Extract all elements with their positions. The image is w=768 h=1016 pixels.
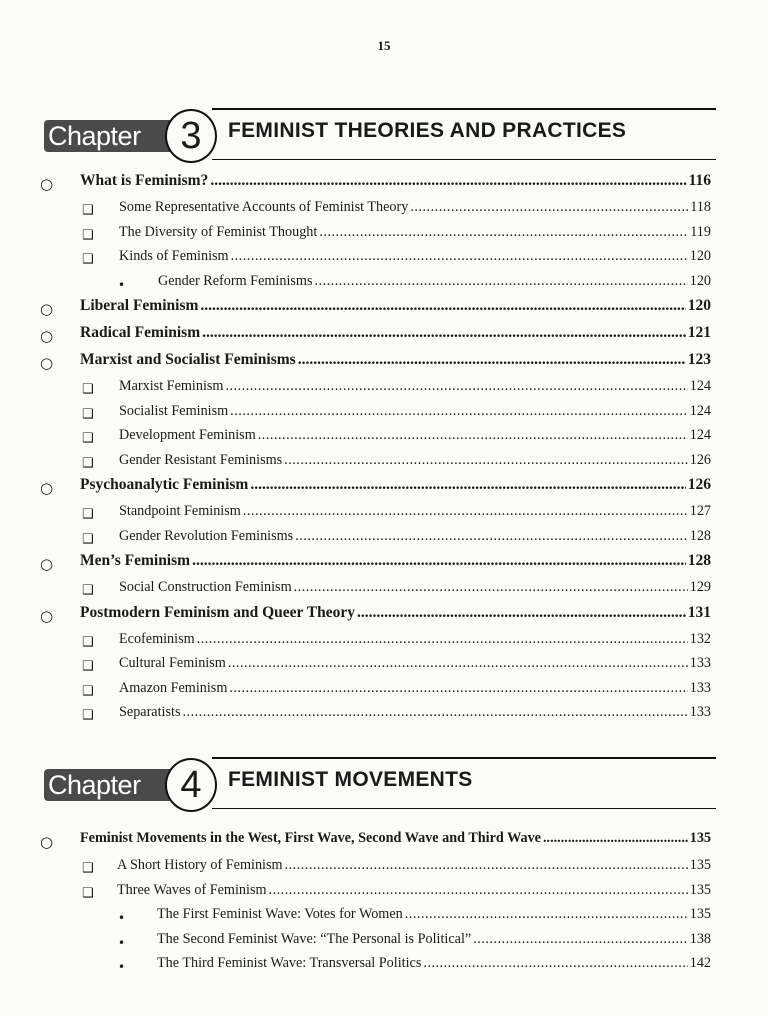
toc-entry-title: Amazon Feminism <box>119 679 228 696</box>
toc-entry-title: Three Waves of Feminism <box>117 881 267 898</box>
square-bullet-icon: ❑ <box>82 659 94 674</box>
square-bullet-icon: ❑ <box>82 252 94 267</box>
dot-leader <box>405 906 688 923</box>
toc-entry-page: 128 <box>689 527 711 544</box>
toc-entry-page: 118 <box>690 199 711 215</box>
chapter-4-banner <box>44 755 716 815</box>
toc-entry-page: 135 <box>689 857 711 873</box>
dot-leader <box>295 528 688 545</box>
circle-bullet-icon: ○ <box>40 833 54 851</box>
circle-bullet-icon: ○ <box>40 555 54 573</box>
circle-bullet-icon: ○ <box>40 354 54 372</box>
dot-leader <box>200 297 685 315</box>
dot-leader <box>202 324 686 342</box>
dot-leader <box>230 403 688 420</box>
dot-leader <box>423 955 687 972</box>
toc-entry <box>0 172 768 199</box>
square-bullet-icon: ❑ <box>82 531 94 547</box>
dot-leader <box>231 248 688 265</box>
toc-entry <box>0 528 768 553</box>
dot-leader <box>410 199 688 216</box>
toc-entry-title: Ecofeminism <box>119 630 195 647</box>
dot-leader <box>258 427 688 444</box>
toc-entry-page: 121 <box>687 324 711 341</box>
dot-leader <box>269 882 688 899</box>
dot-leader <box>182 704 687 721</box>
toc-entry-page: 126 <box>689 451 711 468</box>
toc-entry-page: 132 <box>689 630 711 647</box>
toc-entry-page: 142 <box>689 955 711 971</box>
dot-leader <box>543 830 688 847</box>
toc-entry <box>0 579 768 604</box>
chapter-3-toc <box>0 172 768 729</box>
toc-entry-page: 126 <box>687 476 711 493</box>
toc-entry-title: Radical Feminism <box>80 324 201 341</box>
toc-entry-page: 135 <box>689 881 711 898</box>
toc-entry <box>0 955 768 980</box>
dot-leader <box>210 172 686 190</box>
toc-entry-title: The Second Feminist Wave: “The Personal is Political” <box>157 930 472 947</box>
dot-leader <box>357 604 686 622</box>
dot-bullet-icon: • <box>118 911 126 925</box>
page-number: 15 <box>377 38 391 53</box>
banner-rule-top <box>212 108 716 110</box>
toc-entry-page: 128 <box>687 552 711 569</box>
square-bullet-icon: ❑ <box>82 683 94 699</box>
dot-leader <box>243 503 688 520</box>
toc-entry-title: The First Feminist Wave: Votes for Women <box>157 906 403 922</box>
chapter-title: FEMINIST THEORIES AND PRACTICES <box>228 119 627 142</box>
square-bullet-icon: ❑ <box>82 708 94 723</box>
toc-entry-title: Some Representative Accounts of Feminist Theory <box>119 199 409 215</box>
toc-entry-page: 120 <box>689 272 711 289</box>
toc-entry-page: 127 <box>689 503 711 519</box>
toc-entry-title: Development Feminism <box>119 427 256 443</box>
toc-entry-title: Psychoanalytic Feminism <box>80 476 249 493</box>
toc-entry <box>0 476 768 503</box>
square-bullet-icon: ❑ <box>82 431 94 446</box>
circle-bullet-icon: ○ <box>40 606 54 625</box>
banner-rule-bottom <box>212 808 716 809</box>
banner-rule-top <box>212 757 716 759</box>
dot-leader <box>298 351 686 369</box>
dot-leader <box>314 273 687 290</box>
toc-entry <box>0 906 768 931</box>
dot-bullet-icon: • <box>118 277 126 292</box>
toc-entry <box>0 199 768 224</box>
toc-entry-page: 133 <box>689 679 711 696</box>
dot-leader <box>284 452 688 469</box>
toc-entry-title: Postmodern Feminism and Queer Theory <box>80 603 355 621</box>
dot-leader <box>225 378 687 395</box>
toc-entry <box>0 452 768 477</box>
toc-entry <box>0 680 768 705</box>
toc-entry-page: 135 <box>689 830 711 846</box>
toc-entry <box>0 604 768 631</box>
toc-entry-title: What is Feminism? <box>80 172 209 189</box>
square-bullet-icon: ❑ <box>82 406 94 422</box>
dot-leader <box>250 476 685 494</box>
toc-entry <box>0 403 768 428</box>
toc-entry <box>0 655 768 680</box>
toc-entry-title: The Diversity of Feminist Thought <box>119 223 318 240</box>
toc-entry-title: A Short History of Feminism <box>117 857 283 873</box>
chapter-number-circle: 3 <box>165 109 217 163</box>
toc-entry <box>0 882 768 907</box>
square-bullet-icon: ❑ <box>82 885 94 901</box>
toc-entry-page: 116 <box>688 172 711 189</box>
toc-entry-title: Gender Resistant Feminisms <box>119 451 283 468</box>
toc-entry <box>0 324 768 351</box>
toc-entry <box>0 224 768 249</box>
toc-entry-title: Feminist Movements in the West, First Wave, Second Wave and Third Wave <box>80 830 541 846</box>
dot-leader <box>228 655 688 672</box>
dot-leader <box>192 552 686 570</box>
circle-bullet-icon: ○ <box>40 175 54 193</box>
toc-entry-page: 133 <box>689 655 711 671</box>
toc-entry-title: Gender Revolution Feminisms <box>119 527 294 544</box>
toc-entry-page: 119 <box>690 223 711 240</box>
toc-entry-page: 131 <box>687 603 711 621</box>
toc-entry-title: Cultural Feminism <box>119 655 226 671</box>
toc-entry-page: 123 <box>687 351 711 368</box>
toc-entry-page: 133 <box>689 704 711 720</box>
chapter-number-circle: 4 <box>165 758 217 812</box>
toc-entry-title: Standpoint Feminism <box>119 503 241 519</box>
toc-entry <box>0 503 768 528</box>
toc-entry <box>0 427 768 452</box>
toc-entry-page: 135 <box>689 906 711 922</box>
circle-bullet-icon: ○ <box>40 327 54 345</box>
square-bullet-icon: ❑ <box>82 861 94 876</box>
square-bullet-icon: ❑ <box>82 455 94 471</box>
toc-entry-title: Gender Reform Feminisms <box>158 272 313 289</box>
dot-leader <box>473 931 688 948</box>
toc-entry-title: Kinds of Feminism <box>119 248 229 264</box>
toc-entry <box>0 857 768 882</box>
toc-entry-title: Marxist Feminism <box>119 378 224 394</box>
toc-entry-page: 124 <box>689 402 711 419</box>
toc-entry <box>0 297 768 324</box>
toc-entry <box>0 704 768 729</box>
toc-entry-title: Social Construction Feminism <box>119 579 292 595</box>
toc-entry-title: Separatists <box>119 704 181 720</box>
toc-entry-page: 124 <box>689 378 711 394</box>
toc-entry-page: 120 <box>689 248 711 264</box>
toc-entry-title: The Third Feminist Wave: Transversal Politics <box>157 955 422 971</box>
square-bullet-icon: ❑ <box>82 507 94 522</box>
dot-leader <box>285 857 688 874</box>
toc-entry <box>0 351 768 378</box>
chapter-title: FEMINIST MOVEMENTS <box>228 768 473 791</box>
toc-entry <box>0 931 768 956</box>
toc-entry-page: 120 <box>687 297 711 314</box>
toc-entry <box>0 631 768 656</box>
square-bullet-icon: ❑ <box>82 382 94 397</box>
banner-rule-bottom <box>212 159 716 160</box>
dot-bullet-icon: • <box>118 935 126 950</box>
toc-entry-title: Socialist Feminism <box>119 402 229 419</box>
square-bullet-icon: ❑ <box>82 583 94 598</box>
toc-entry <box>0 248 768 273</box>
square-bullet-icon: ❑ <box>82 203 94 218</box>
toc-entry-page: 138 <box>689 930 711 947</box>
chapter-label: Chapter <box>44 769 172 801</box>
dot-leader <box>319 224 688 241</box>
toc-entry <box>0 273 768 298</box>
toc-entry-title: Men’s Feminism <box>80 552 191 569</box>
toc-entry <box>0 378 768 403</box>
circle-bullet-icon: ○ <box>40 300 54 318</box>
toc-entry-title: Liberal Feminism <box>80 297 199 314</box>
toc-entry-title: Marxist and Socialist Feminisms <box>80 351 296 368</box>
dot-leader <box>229 680 687 697</box>
square-bullet-icon: ❑ <box>82 227 94 243</box>
dot-leader <box>294 579 688 596</box>
toc-entry <box>0 830 768 857</box>
chapter-3-banner <box>44 106 716 166</box>
toc-entry-page: 129 <box>689 579 711 595</box>
circle-bullet-icon: ○ <box>40 479 54 497</box>
toc-entry-page: 124 <box>689 427 711 443</box>
square-bullet-icon: ❑ <box>82 634 94 650</box>
chapter-label: Chapter <box>44 120 172 152</box>
chapter-4-toc <box>0 830 768 980</box>
dot-bullet-icon: • <box>118 960 126 974</box>
toc-entry <box>0 552 768 579</box>
dot-leader <box>197 631 688 648</box>
